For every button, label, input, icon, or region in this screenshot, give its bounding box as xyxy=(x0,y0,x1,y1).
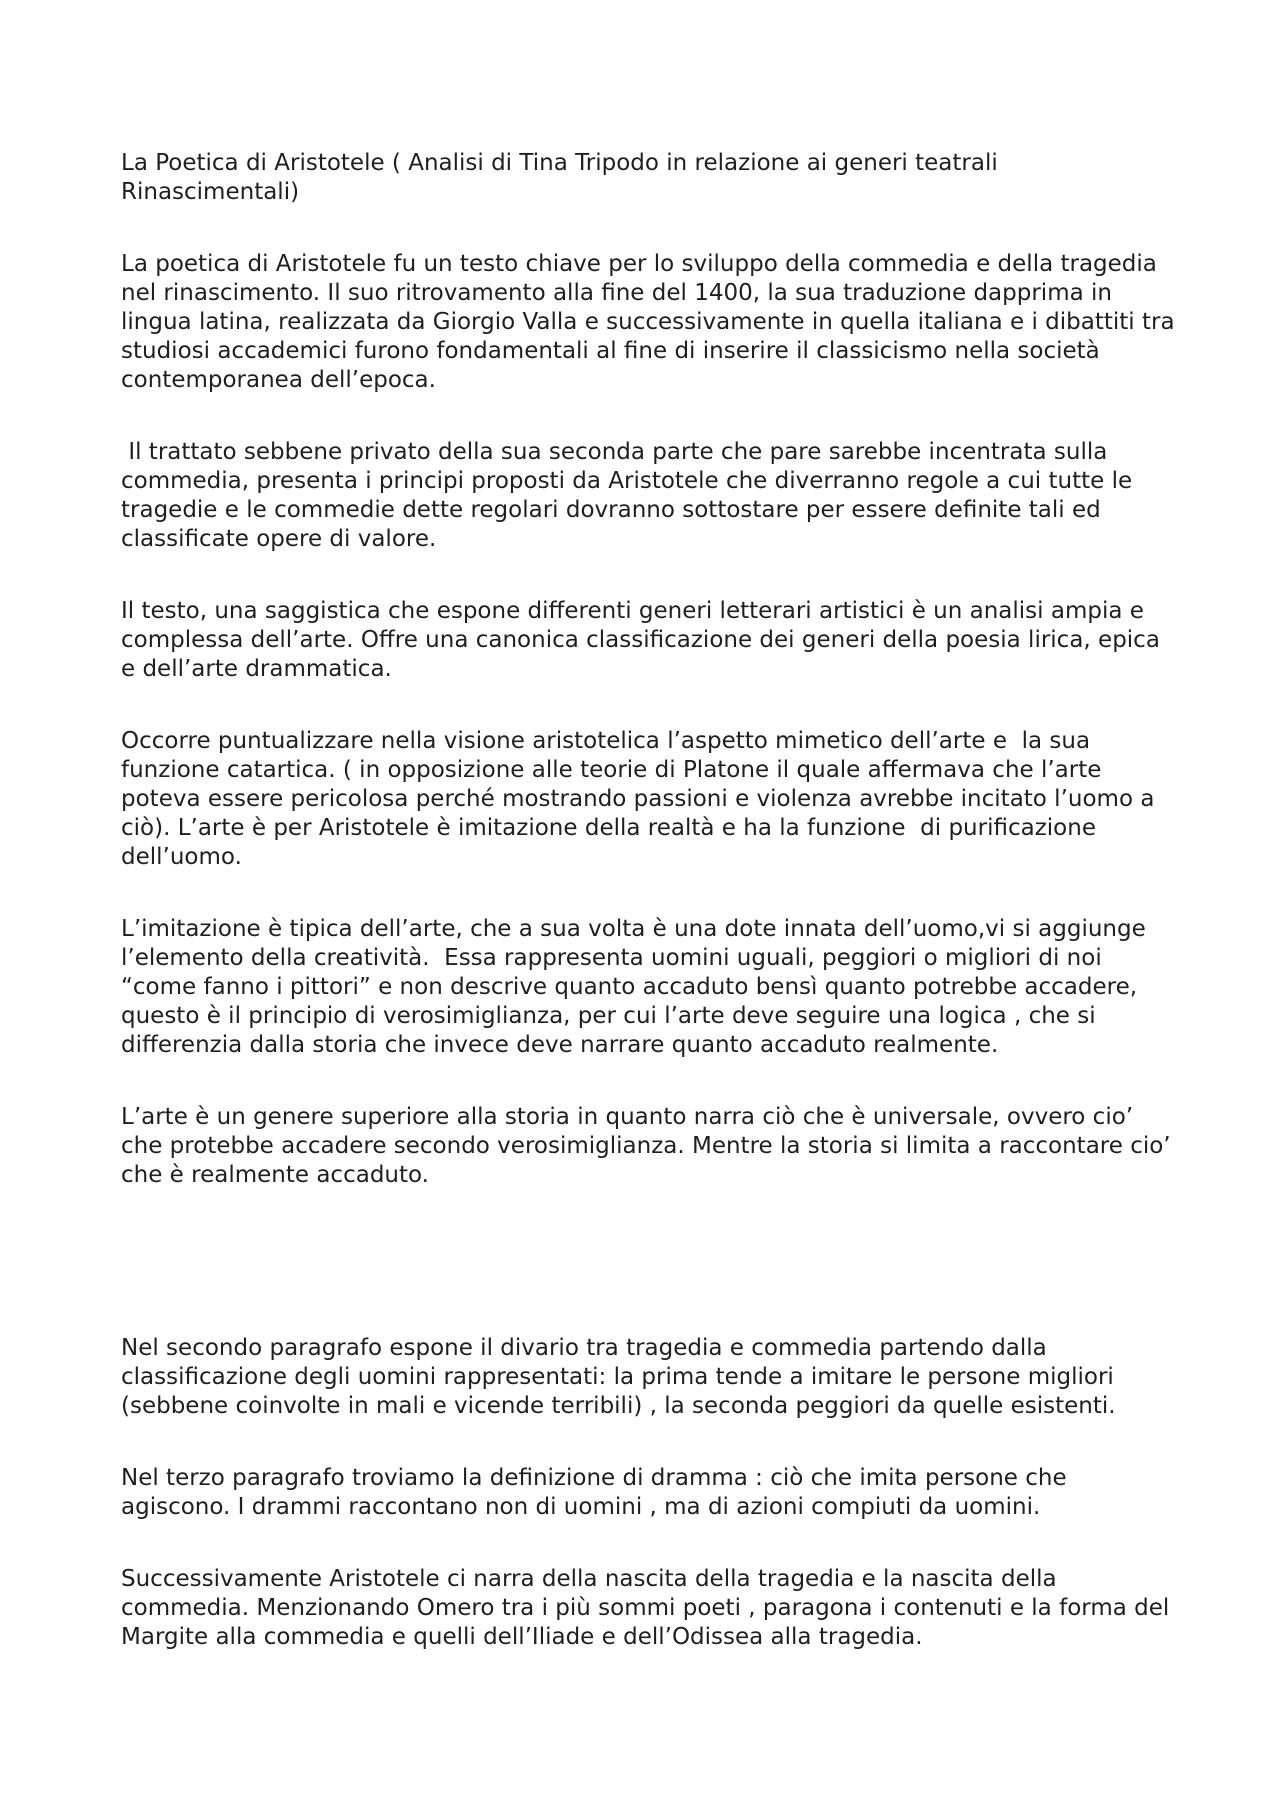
paragraph-third-section: Nel terzo paragrafo troviamo la definizione di dramma : ciò che imita persone che agiscono. I drammi raccontano non di uomini , ma di azioni compiuti da uomini. xyxy=(121,1465,1074,1520)
paragraph-second-section: Nel secondo paragrafo espone il divario tra tragedia e commedia partendo dalla classificazione degli uomini rappresentati: la prima tende a imitare le persone migliori (sebbene coinvolte in mali e vicende terribili) , la seconda peggiori da quelle esistenti. xyxy=(121,1335,1122,1419)
paragraph-birth-of-genres: Successivamente Aristotele ci narra della nascita della tragedia e la nascita della commedia. Menzionando Omero tra i più sommi poeti , paragona i contenuti e la forma del Margite alla commedia e quelli dell’Iliade e dell’Odissea alla tragedia. xyxy=(121,1566,1177,1650)
paragraph-art-vs-history: L’arte è un genere superiore alla storia in quanto narra ciò che è universale, ovvero cio’ che protebbe accadere secondo verosimiglianza. Mentre la storia si limita a raccontare cio’ che è realmente accaduto. xyxy=(121,1104,1178,1188)
paragraph-intro: La poetica di Aristotele fu un testo chiave per lo sviluppo della commedia e della tragedia nel rinascimento. Il suo ritrovamento alla fine del 1400, la sua traduzione dapprima in lingua latina, realizzata da Giorgio Valla e successivamente in quella italiana e i dibattiti tra studiosi accademici furono fondamentali al fine di inserire il classicismo nella società contemporanea dell’epoca. xyxy=(121,251,1182,393)
document-body xyxy=(121,149,1181,1695)
paragraph-text-genres: Il testo, una saggistica che espone differenti generi letterari artistici è un analisi ampia e complessa dell’arte. Offre una canonica classificazione dei generi della poesia lirica, epica e dell’arte drammatica. xyxy=(121,598,1168,682)
document-title: La Poetica di Aristotele ( Analisi di Tina Tripodo in relazione ai generi teatrali Rinascimentali) xyxy=(121,150,1006,205)
paragraph-treatise: Il trattato sebbene privato della sua seconda parte che pare sarebbe incentrata sulla commedia, presenta i principi proposti da Aristotele che diverranno regole a cui tutte le tragedie e le commedie dette regolari dovranno sottostare per essere definite tali ed classificate opere di valore. xyxy=(121,439,1140,552)
section-spacer xyxy=(121,1233,1181,1334)
paragraph-imitation: L’imitazione è tipica dell’arte, che a sua volta è una dote innata dell’uomo,vi si aggiunge l’elemento della creatività. Essa rappresenta uomini uguali, peggiori o migliori di noi “come fanno i pittori” e non descrive quanto accaduto bensì quanto potrebbe accadere, questo è il principio di verosimiglianza, per cui l’arte deve seguire una logica , che si differenzia dalla storia che invece deve narrare quanto accaduto realmente. xyxy=(121,916,1154,1058)
paragraph-mimesis: Occorre puntualizzare nella visione aristotelica l’aspetto mimetico dell’arte e la sua funzione catartica. ( in opposizione alle teorie di Platone il quale affermava che l’arte poteva essere pericolosa perché mostrando passioni e violenza avrebbe incitato l’uomo a ciò). L’arte è per Aristotele è imitazione della realtà e ha la funzione di purificazione dell’uomo. xyxy=(121,728,1162,870)
